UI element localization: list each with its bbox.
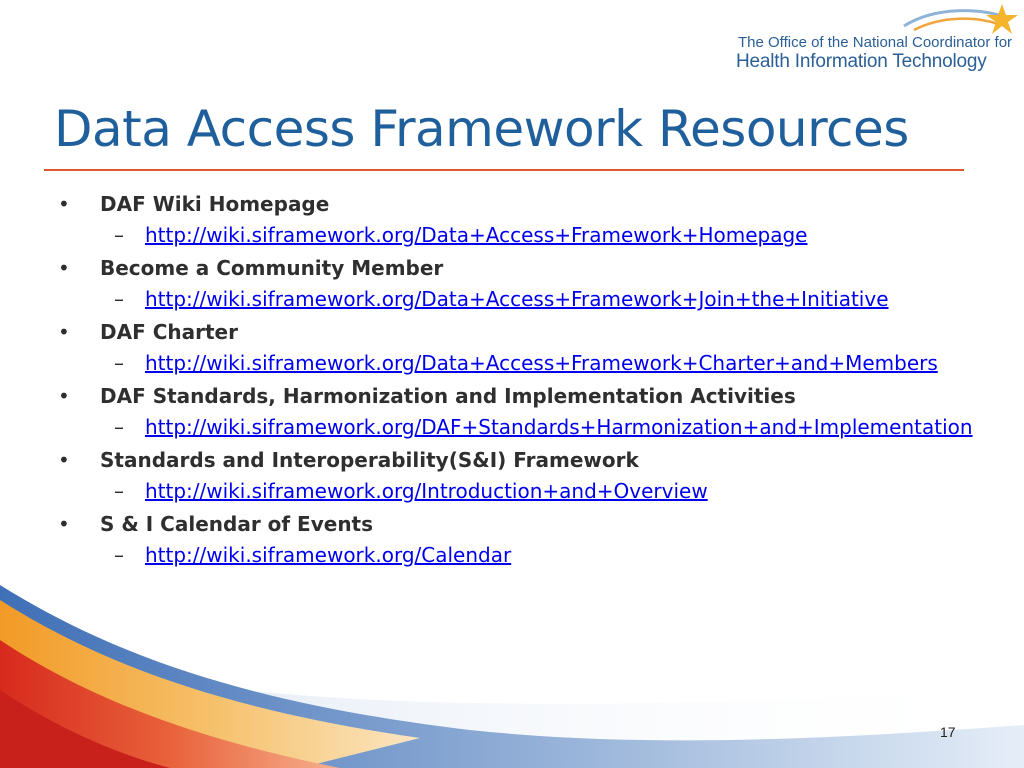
bullet-dot-icon: • (58, 448, 70, 472)
bullet-label: DAF Standards, Harmonization and Implementation Activities (100, 384, 796, 408)
bullet-dot-icon: • (58, 320, 70, 344)
link-calendar[interactable]: http://wiki.siframework.org/Calendar (145, 543, 512, 567)
bullet-daf-charter (58, 317, 978, 347)
bullet-dot-icon: • (58, 512, 70, 536)
bullet-label: Standards and Interoperability(S&I) Framework (100, 448, 639, 472)
sub-item (58, 349, 978, 378)
bullet-label: DAF Charter (100, 320, 238, 344)
bullet-dot-icon: • (58, 192, 70, 216)
link-daf-standards[interactable]: http://wiki.siframework.org/DAF+Standards+Harmonization+and+Implementation (145, 415, 973, 439)
bullet-dot-icon: • (58, 384, 70, 408)
sub-item (58, 285, 978, 314)
sub-item (58, 221, 978, 250)
bullet-daf-wiki (58, 189, 978, 219)
dash-icon: – (114, 223, 124, 247)
bullet-label: DAF Wiki Homepage (100, 192, 330, 216)
slide-title: Data Access Framework Resources (54, 100, 909, 158)
link-join-initiative[interactable]: http://wiki.siframework.org/Data+Access+Framework+Join+the+Initiative (145, 287, 889, 311)
sub-item (58, 477, 978, 506)
link-charter-members[interactable]: http://wiki.siframework.org/Data+Access+Framework+Charter+and+Members (145, 351, 938, 375)
logo-line1: The Office of the National Coordinator for (738, 34, 1013, 51)
bullet-label: S & I Calendar of Events (100, 512, 374, 536)
sub-item (58, 413, 978, 442)
bullet-dot-icon: • (58, 256, 70, 280)
dash-icon: – (114, 287, 124, 311)
dash-icon: – (114, 479, 124, 503)
onc-logo (736, 4, 1020, 74)
sub-item (58, 541, 978, 570)
dash-icon: – (114, 351, 124, 375)
dash-icon: – (114, 415, 124, 439)
slide-number: 17 (940, 724, 956, 740)
bullet-si-calendar (58, 509, 978, 539)
bullet-community-member (58, 253, 978, 283)
resource-list (58, 186, 978, 573)
dash-icon: – (114, 543, 124, 567)
link-introduction-overview[interactable]: http://wiki.siframework.org/Introduction+and+Overview (145, 479, 708, 503)
logo-line2: Health Information Technology (736, 51, 987, 72)
title-divider (44, 169, 964, 171)
bullet-si-framework (58, 445, 978, 475)
bullet-daf-standards (58, 381, 978, 411)
link-daf-wiki[interactable]: http://wiki.siframework.org/Data+Access+Framework+Homepage (145, 223, 808, 247)
bullet-label: Become a Community Member (100, 256, 444, 280)
